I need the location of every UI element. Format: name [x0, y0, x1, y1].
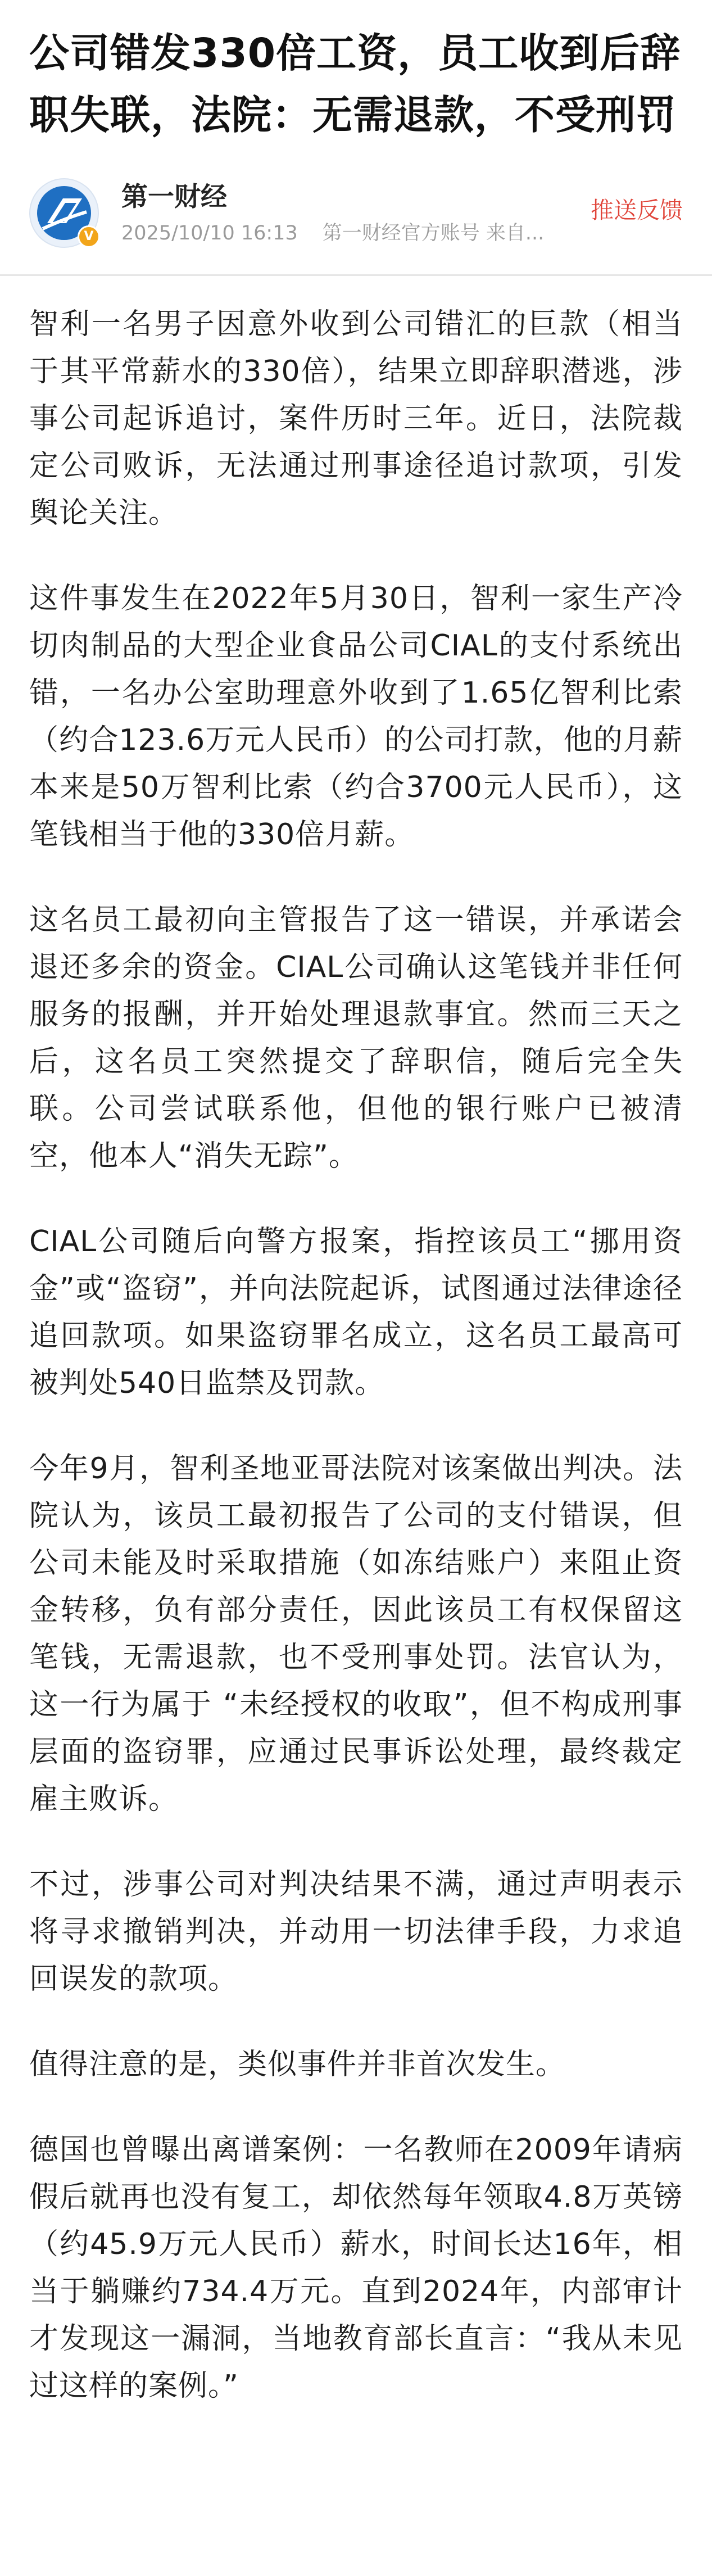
article-paragraph: 智利一名男子因意外收到公司错汇的巨款（相当于其平常薪水的330倍），结果立即辞职潜逃，涉事公司起诉追讨，案件历时三年。近日，法院裁定公司败诉，无法通过刑事途径追讨款项，引发舆论关注。: [29, 307, 683, 530]
author-source: 第一财经官方账号 来自...: [322, 222, 545, 245]
publish-time: 2025/10/10 16:13: [121, 222, 298, 245]
article-paragraph: 这名员工最初向主管报告了这一错误，并承诺会退还多余的资金。CIAL公司确认这笔钱并非任何服务的报酬，并开始处理退款事宜。然而三天之后，这名员工突然提交了辞职信，随后完全失联。公司尝试联系他，但他的银行账户已被清空，他本人“消失无踪”。: [29, 903, 683, 1173]
article-body: [29, 276, 683, 2410]
author-avatar[interactable]: [29, 178, 99, 248]
author-bar: [29, 171, 683, 255]
article-paragraph: CIAL公司随后向警方报案，指控该员工“挪用资金”或“盗窃”，并向法院起诉，试图通过法律途径追回款项。如果盗窃罪名成立，这名员工最高可被判处540日监禁及罚款。: [29, 1225, 683, 1400]
verified-badge-icon: V: [78, 225, 100, 248]
article-paragraph: 今年9月，智利圣地亚哥法院对该案做出判决。法院认为，该员工最初报告了公司的支付错误，但公司未能及时采取措施（如冻结账户）来阻止资金转移，负有部分责任，因此该员工有权保留这笔钱，无需退款，也不受刑事处罚。法官认为，这一行为属于 “未经授权的收取”，但不构成刑事层面的盗窃罪，应通过民事诉讼处理，最终裁定雇主败诉。: [29, 1452, 683, 1816]
author-name[interactable]: 第一财经: [121, 182, 227, 212]
article-paragraph: 这件事发生在2022年5月30日，智利一家生产冷切肉制品的大型企业食品公司CIAL的支付系统出错，一名办公室助理意外收到了1.65亿智利比索（约合123.6万元人民币）的公司打款，他的月薪本来是50万智利比索（约合3700元人民币），这笔钱相当于他的330倍月薪。: [29, 582, 683, 852]
feedback-button[interactable]: 推送反馈: [591, 197, 683, 224]
article-paragraph: 德国也曾曝出离谱案例：一名教师在2009年请病假后就再也没有复工，却依然每年领取4.8万英镑（约45.9万元人民币）薪水，时间长达16年，相当于躺赚约734.4万元。直到2024年，内部审计才发现这一漏洞，当地教育部长直言：“我从未见过这样的案例。”: [29, 2133, 683, 2403]
article-title: 公司错发330倍工资，员工收到后辞职失联，法院：无需退款，不受刑罚: [29, 30, 681, 138]
article-paragraph: 不过，涉事公司对判决结果不满，通过声明表示将寻求撤销判决，并动用一切法律手段，力求追回误发的款项。: [29, 1868, 683, 1996]
article-paragraph: 值得注意的是，类似事件并非首次发生。: [29, 2048, 566, 2081]
